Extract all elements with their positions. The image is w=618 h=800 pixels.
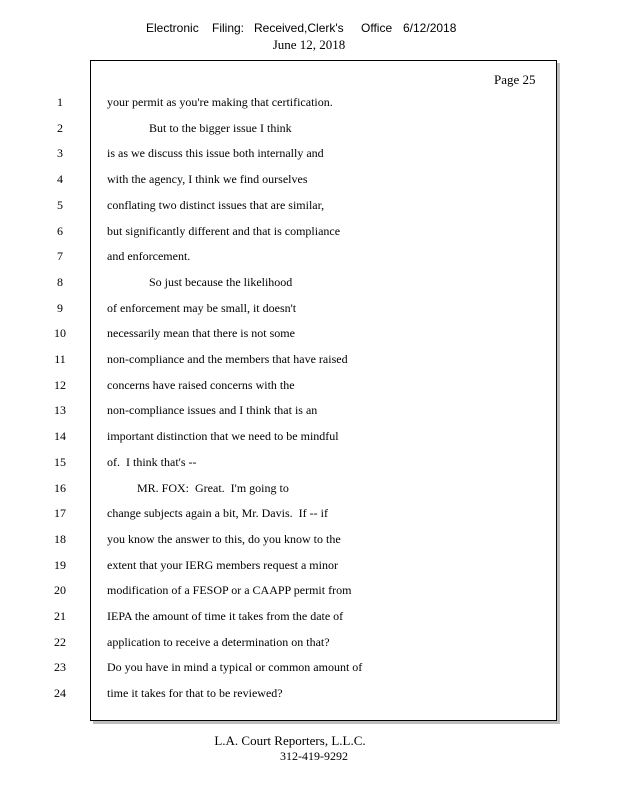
line-text: your permit as you're making that certification.: [107, 95, 333, 109]
line-text: Do you have in mind a typical or common amount of: [107, 660, 363, 674]
stamp-received: Received,Clerk's: [254, 21, 344, 35]
line-number: 22: [54, 635, 66, 649]
line-number: 9: [57, 301, 63, 315]
line-text: change subjects again a bit, Mr. Davis. If -- if: [107, 506, 328, 520]
line-text: but significantly different and that is compliance: [107, 224, 341, 238]
filing-date-long: June 12, 2018: [272, 37, 346, 52]
line-text: you know the answer to this, do you know to the: [107, 532, 341, 546]
line-text: conflating two distinct issues that are similar,: [107, 198, 325, 212]
line-number: 8: [57, 275, 63, 289]
line-text: But to the bigger issue I think: [107, 121, 292, 135]
line-text: important distinction that we need to be mindful: [107, 429, 339, 443]
line-number: 3: [57, 146, 63, 160]
stamp-date: 6/12/2018: [403, 21, 457, 35]
line-text: of. I think that's --: [107, 455, 197, 469]
stamp-office: Office: [361, 21, 393, 35]
line-number: 11: [54, 352, 66, 366]
line-number: 5: [57, 198, 63, 212]
line-text: extent that your IERG members request a minor: [107, 558, 338, 572]
line-number: 14: [54, 429, 66, 443]
line-number: 17: [54, 506, 66, 520]
line-text: necessarily mean that there is not some: [107, 326, 295, 340]
line-number: 4: [57, 172, 63, 186]
stamp-filing: Filing:: [212, 21, 245, 35]
line-text: concerns have raised concerns with the: [107, 378, 295, 392]
line-number: 18: [54, 532, 66, 546]
line-number: 10: [54, 326, 66, 340]
line-text: is as we discuss this issue both internally and: [107, 146, 324, 160]
line-number: 20: [54, 583, 66, 597]
line-text: modification of a FESOP or a CAAPP permit from: [107, 583, 352, 597]
line-number: 6: [57, 224, 63, 238]
line-number: 2: [57, 121, 63, 135]
line-text: MR. FOX: Great. I'm going to: [107, 481, 289, 495]
line-number: 1: [57, 95, 63, 109]
line-text: IEPA the amount of time it takes from the date of: [107, 609, 344, 623]
stamp-electronic: Electronic: [146, 21, 199, 35]
line-text: and enforcement.: [107, 249, 191, 263]
line-number: 19: [54, 558, 66, 572]
line-number: 23: [54, 660, 66, 674]
line-number: 16: [54, 481, 66, 495]
line-text: application to receive a determination on that?: [107, 635, 330, 649]
line-text: non-compliance and the members that have raised: [107, 352, 348, 366]
line-text: time it takes for that to be reviewed?: [107, 686, 283, 700]
reporter-phone: 312-419-9292: [280, 749, 348, 763]
line-text: of enforcement may be small, it doesn't: [107, 301, 297, 315]
line-number: 21: [54, 609, 66, 623]
line-number: 15: [54, 455, 66, 469]
page-number: Page 25: [494, 72, 536, 87]
line-text: So just because the likelihood: [107, 275, 293, 289]
line-text: non-compliance issues and I think that is an: [107, 403, 318, 417]
reporter-company: L.A. Court Reporters, L.L.C.: [214, 733, 366, 748]
line-text: with the agency, I think we find ourselves: [107, 172, 308, 186]
line-number: 7: [57, 249, 63, 263]
line-number: 24: [54, 686, 66, 700]
line-number: 12: [54, 378, 66, 392]
line-number: 13: [54, 403, 66, 417]
